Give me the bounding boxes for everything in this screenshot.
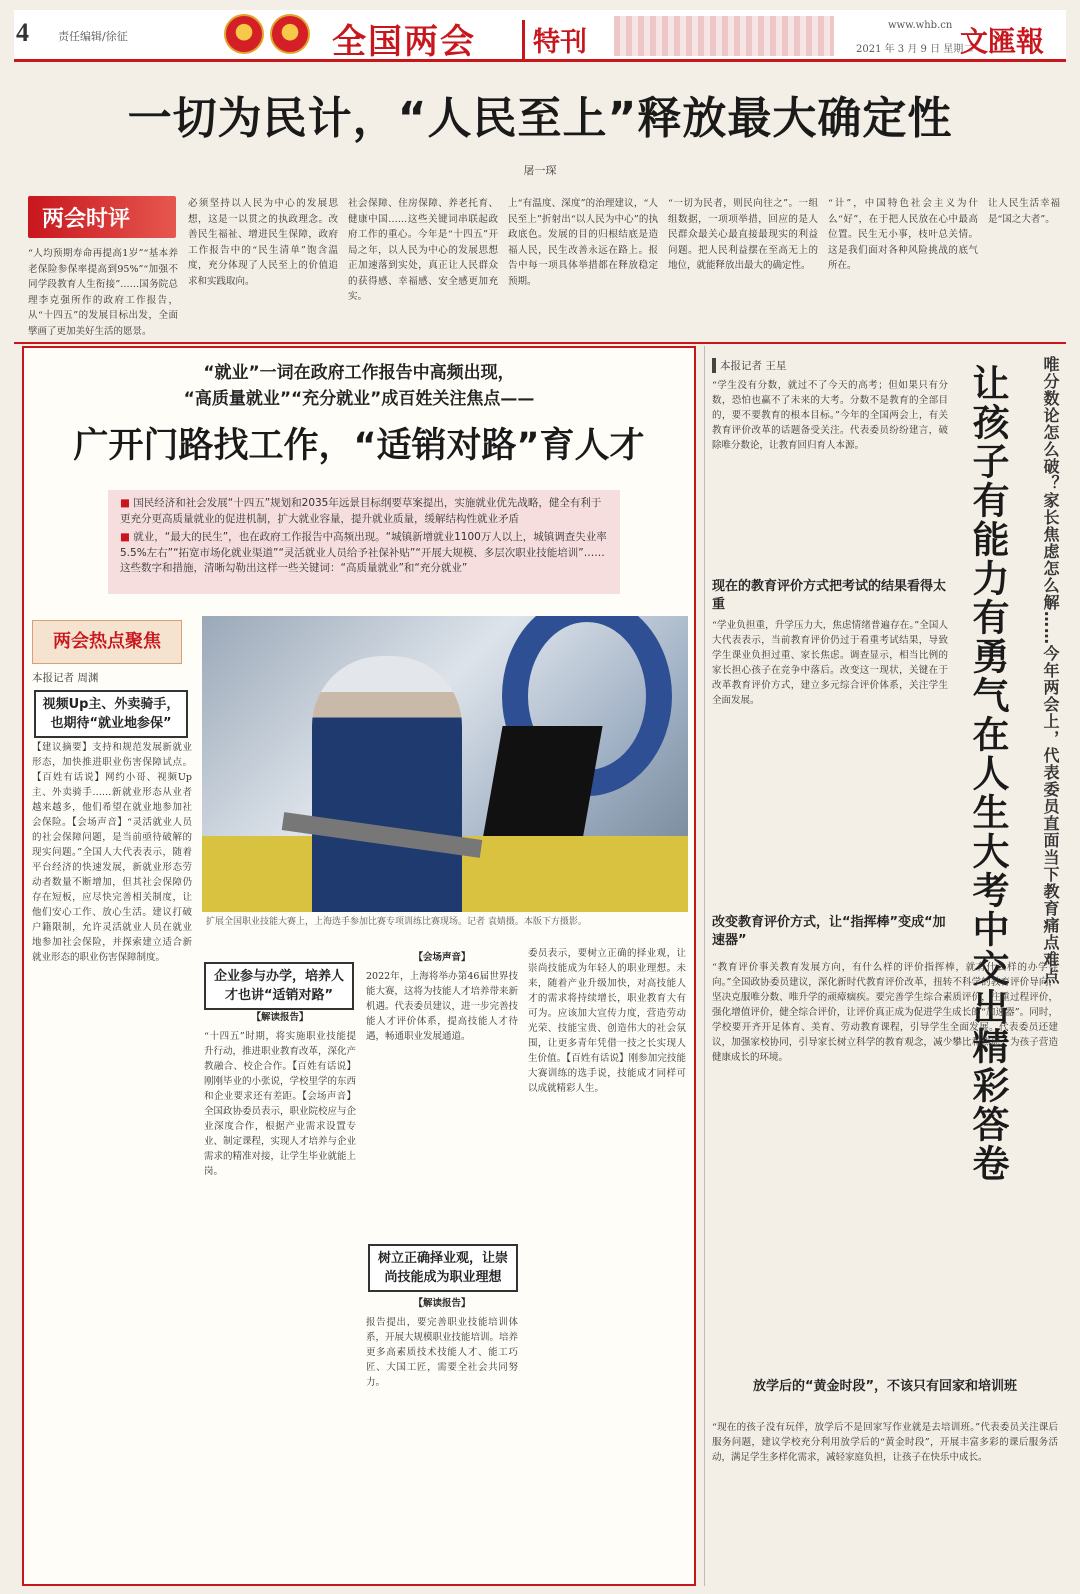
col-2-text: “十四五”时期，将实施职业技能提升行动，推进职业教育改革，深化产教融合、校企合作。【百姓有话说】刚刚毕业的小张说，学校里学的东西和企业要求还有差距。【会场声音】全国政协委员表示，职业院校应与企业深度合作，根据产业需求设置专业、制定课程，实现人才培养与企业需求的精准对接，让学生毕业就能上岗。 <box>204 1031 356 1177</box>
masthead-tag: 特刊 <box>522 20 587 59</box>
page-title: 一切为民计，“人民至上”释放最大确定性 <box>127 93 953 144</box>
feature-col-1: 【建议摘要】支持和规范发展新就业形态，加快推进职业伤害保障试点。【百姓有话说】网约小哥、视频Up主、外卖骑手……新就业形态从业者越来越多，他们希望在就业地参加社会保险。【会场声音】“灵活就业人员的社会保障问题，是当前亟待破解的现实问题。”全国人大代表表示，随着平台经济的快速发展，新就业形态劳动者数量不断增加，但其社会保障仍存在短板，应尽快完善相关制度，让他们安心工作、放心生活。建议打破户籍限制，允许灵活就业人员在就业地参加社会保险，并探索建立适合新就业形态的职业伤害保障制度。 <box>32 742 192 963</box>
masthead-title: 全国两会 <box>332 22 476 62</box>
right-col-1: “学生没有分数，就过不了今天的高考；但如果只有分数，恐怕也赢不了未来的大考。分数不是教育的全部目的，要不要教育的根本目标。”今年的全国两会上，有关教育评价改革的话题备受关注。代表委员纷纷建言，破除唯分数论，让教育回归育人本源。 <box>712 380 948 451</box>
feature-summary <box>108 490 620 594</box>
commentary-col-6: “计”，中国特色社会主义为什么“好”，在于把人民放在心中最高位置。民生无小事，枝叶总关情。这是我们面对各种风险挑战的底气所在。 <box>828 198 978 271</box>
masthead-url: www.whb.cn <box>888 20 953 31</box>
col-3b-text: 报告提出，要完善职业技能培训体系，开展大规模职业技能培训。培养更多高素质技术技能人才、能工巧匠、大国工匠，需要全社会共同努力。 <box>366 1317 518 1388</box>
feature-col-3b <box>366 1292 518 1578</box>
commentary-col-4: 上“有温度、深度”的治理建议，“人民至上”折射出“以人民为中心”的执政底色。发展的目的归根结底是造福人民，民生改善永远在路上。报告中每一项具体举措都在释放稳定预期。 <box>508 198 658 287</box>
feature-photo <box>202 616 688 912</box>
subhead-box-2: 企业参与办学，培养人才也讲“适销对路” <box>204 962 354 1010</box>
summary-point-2: ■ 就业，“最大的民生”，也在政府工作报告中高频出现。“城镇新增就业1100万人以上，城镇调查失业率5.5%左右”“拓宽市场化就业渠道”“灵活就业人员给予社保补贴”“开展大规模、多层次职业技能培训”……这些数字和措施，清晰勾勒出这样一些关键词：“高质量就业”和“充分就业” <box>120 531 607 574</box>
feature-reporter: 本报记者 周渊 <box>32 672 99 684</box>
national-emblem-icon <box>224 14 264 54</box>
right-col-4: “现在的孩子没有玩伴，放学后不是回家写作业就是去培训班。”代表委员关注课后服务问题，建议学校充分利用放学后的“黄金时段”，开展丰富多彩的课后服务活动，满足学生多样化需求，减轻家庭负担，让孩子在快乐中成长。 <box>712 1422 1058 1463</box>
right-col-2: “学业负担重，升学压力大，焦虑情绪普遍存在。”全国人大代表表示，当前教育评价仍过于看重考试结果，导致学生课业负担过重、家长焦虑。调查显示，相当比例的家长担心孩子在竞争中落后。改变这一现状，关键在于改革教育评价方式，建立多元综合评价体系，关注学生全面发展。 <box>712 620 948 706</box>
col-3-text: 2022年，上海将举办第46届世界技能大赛，这将为技能人才培养带来新机遇。代表委员建议，进一步完善技能人才评价体系，提高技能人才待遇，畅通职业发展通道。 <box>366 971 518 1042</box>
subhead-box-3: 树立正确择业观，让崇尚技能成为职业理想 <box>368 1244 518 1292</box>
feature-col-3 <box>366 946 518 1236</box>
subhead-box-1: 视频Up主、外卖骑手，也期待“就业地参保” <box>34 690 188 738</box>
bullet-square-icon: ■ <box>120 531 134 543</box>
commentary-col-5: “一切为民者，则民向往之”。一组组数据，一项项举措，回应的是人民群众最关心最直接最现实的利益问题。把人民利益摆在至高无上的地位，就能释放出最大的确定性。 <box>668 198 818 271</box>
summary-point-1: ■ 国民经济和社会发展“十四五”规划和2035年远景目标纲要草案提出，实施就业优先战略，健全有利于更充分更高质量就业的促进机制，扩大就业容量，提升就业质量，缓解结构性就业矛盾 <box>120 497 602 525</box>
right-kicker: 唯分数论怎么破？家长焦虑怎么解……今年两会上，代表委员直面当下教育痛点难点 <box>1041 356 1060 985</box>
feature-col-2 <box>204 1006 356 1578</box>
commentary-col-2: 必须坚持以人民为中心的发展思想，这是一以贯之的执政理念。改善民生福祉、增进民生保障，政府工作报告中的“民生清单”饱含温度，充分体现了人民至上的价值追求和实践取向。 <box>188 198 338 287</box>
column-separator <box>704 346 705 1586</box>
section-divider <box>14 342 1066 344</box>
feature-kicker <box>22 360 696 412</box>
feature-kicker-line-1: “就业”一词在政府工作报告中高频出现， <box>203 363 515 383</box>
page-number: 4 <box>16 18 29 47</box>
right-subhead-3: 放学后的“黄金时段”，不该只有回家和培训班 <box>752 1379 1018 1394</box>
worker-figure <box>312 656 462 912</box>
hot-topics-badge: 两会热点聚焦 <box>32 620 182 664</box>
commentary-col-7: 让人民生活幸福是“国之大者”。 <box>988 198 1060 225</box>
masthead-date: 2021 年 3 月 9 日 星期二 <box>856 44 974 55</box>
commentary-col-3: 社会保障、住房保障、养老托育、健康中国……这些关键词串联起政府工作的重心。今年是“十四五”开局之年，以人民为中心的发展思想正加速落到实处，真正让人民群众的获得感、幸福感、安全感更加充实。 <box>348 198 498 302</box>
col-3b-section-head: 【解读报告】 <box>413 1298 471 1309</box>
col-3-section-head: 【会场声音】 <box>413 952 471 963</box>
feature-title: 广开门路找工作，“适销对路”育人才 <box>73 426 645 466</box>
headline-byline: 屠一琛 <box>523 164 557 177</box>
bullet-square-icon: ■ <box>120 497 134 509</box>
great-hall-icon <box>614 16 834 56</box>
right-subhead-1: 现在的教育评价方式把考试的结果看得太重 <box>712 579 947 612</box>
col-2-section-head: 【解读报告】 <box>251 1012 309 1023</box>
right-col-3: “教育评价事关教育发展方向，有什么样的评价指挥棒，就有什么样的办学导向。”全国政协委员建议，深化新时代教育评价改革，扭转不科学的教育评价导向，坚决克服唯分数、唯升学的顽瘴痼疾。要完善学生综合素质评价，注重过程评价，强化增值评价，健全综合评价，让评价真正成为促进学生成长的“加速器”。同时，学校要开齐开足体育、美育、劳动教育课程，引导学生全面发展。代表委员还建议，加强家校协同，引导家长树立科学的教育观念，减少攀比和焦虑，为孩子营造健康成长的环境。 <box>712 962 1058 1063</box>
feature-kicker-line-2: “高质量就业”“充分就业”成百姓关注焦点—— <box>183 389 535 409</box>
newspaper-logo: 文匯報 <box>960 25 1045 58</box>
exhaust-hood-shape <box>481 726 602 846</box>
commentary-badge: 两会时评 <box>28 196 176 238</box>
commentary-col-1: “人均预期寿命再提高1岁”“基本养老保险参保率提高到95%”“加强不同学段教育人生衔接”……国务院总理李克强所作的政府工作报告，从“十四五”的发展目标出发，全面擘画了更加美好生活的愿景。 <box>28 248 178 337</box>
feature-col-4: 委员表示，要树立正确的择业观，让崇尚技能成为年轻人的职业理想。未来，随着产业升级加快，对高技能人才的需求将持续增长，职业教育大有可为。应该加大宣传力度，营造劳动光荣、技能宝贵、创造伟大的社会氛围，让更多青年凭借一技之长实现人生价值。【百姓有话说】刚参加完技能大赛训练的选手说，技能成才同样可以成就精彩人生。 <box>528 948 686 1094</box>
masthead <box>14 10 1066 62</box>
cppcc-emblem-icon <box>270 14 310 54</box>
photo-caption: 扩展全国职业技能大赛上，上海选手参加比赛专项训练比赛现场。记者 袁婧摄。本版下方摄影。 <box>206 917 587 927</box>
section-editor: 责任编辑/徐征 <box>58 30 128 43</box>
right-reporter: 本报记者 王星 <box>712 358 786 373</box>
right-subhead-2: 改变教育评价方式，让“指挥棒”变成“加速器” <box>712 915 946 948</box>
right-title: 让孩子有能力有勇气在人生大考中交出精彩答卷 <box>966 364 1009 1183</box>
